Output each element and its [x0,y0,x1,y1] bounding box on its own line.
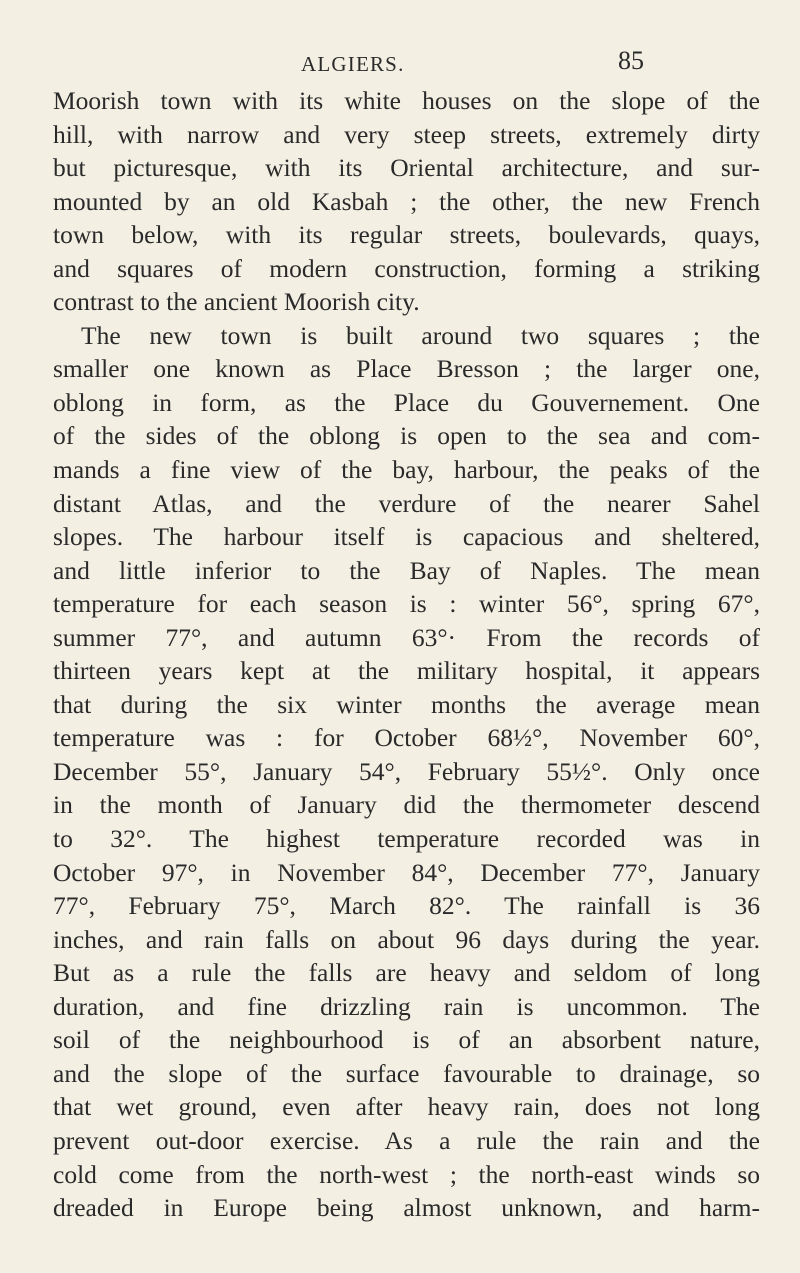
text-line: oblong in form, as the Place du Gouvernement. One [53,387,760,417]
text-line: but picturesque, with its Oriental architecture, and sur- [53,153,760,183]
text-line: and little inferior to the Bay of Naples. The mean [53,555,760,585]
body-text [53,84,760,1225]
text-line: But as a rule the falls are heavy and seldom of long [53,958,760,988]
text-line: and squares of modern construction, forming a striking [53,253,760,283]
text-line: contrast to the ancient Moorish city. [53,287,420,317]
running-header [0,46,800,82]
text-line: and the slope of the surface favourable to drainage, so [53,1058,760,1088]
text-line: to 32°. The highest temperature recorded was in [53,824,760,854]
text-line: temperature for each season is : winter 56°, spring 67°, [53,589,760,619]
text-line: December 55°, January 54°, February 55½°. Only once [53,756,760,786]
text-line: in the month of January did the thermometer descend [53,790,760,820]
text-line: summer 77°, and autumn 63°· From the records of [53,622,760,652]
text-line: temperature was : for October 68½°, November 60°, [53,723,760,753]
text-line: October 97°, in November 84°, December 77°, January [53,857,760,887]
text-line: thirteen years kept at the military hospital, it appears [53,656,760,686]
text-line: The new town is built around two squares ; the [81,320,760,350]
text-line: slopes. The harbour itself is capacious and sheltered, [53,522,760,552]
text-line: mounted by an old Kasbah ; the other, the new French [53,186,760,216]
text-line: of the sides of the oblong is open to the sea and com- [53,421,760,451]
text-line: smaller one known as Place Bresson ; the larger one, [53,354,760,384]
running-title: ALGIERS. [301,52,405,76]
text-line: distant Atlas, and the verdure of the nearer Sahel [53,488,760,518]
text-line: town below, with its regular streets, boulevards, quays, [53,220,760,250]
text-line: Moorish town with its white houses on the slope of the [53,86,760,115]
text-line: soil of the neighbourhood is of an absorbent nature, [53,1025,760,1055]
text-line: prevent out-door exercise. As a rule the rain and the [53,1125,760,1155]
text-line: cold come from the north-west ; the north-east winds so [53,1159,760,1189]
text-line: mands a fine view of the bay, harbour, the peaks of the [53,455,760,485]
text-line: that during the six winter months the average mean [53,689,760,719]
text-line: inches, and rain falls on about 96 days during the year. [53,924,760,954]
text-line: 77°, February 75°, March 82°. The rainfall is 36 [53,891,760,921]
text-line: hill, with narrow and very steep streets, extremely dirty [53,119,760,149]
text-line: duration, and fine drizzling rain is uncommon. The [53,991,760,1021]
page-number: 85 [618,46,644,75]
text-line: dreaded in Europe being almost unknown, and harm- [53,1193,760,1223]
text-line: that wet ground, even after heavy rain, does not long [53,1092,760,1122]
